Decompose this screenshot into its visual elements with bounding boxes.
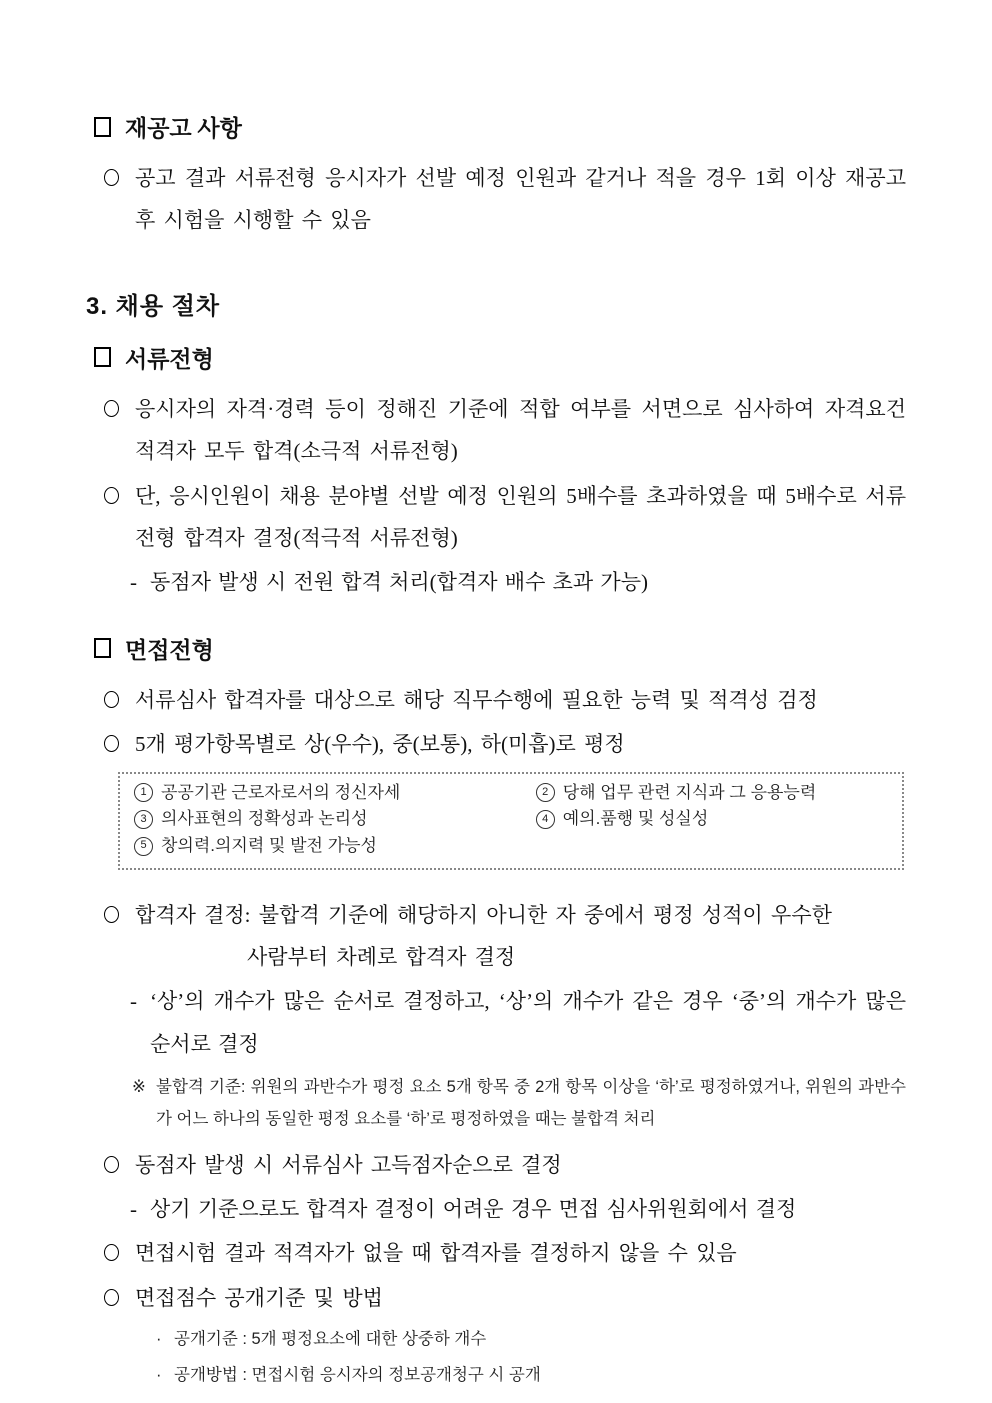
circled-number-icon: 1	[134, 783, 153, 802]
disqualification-note	[132, 1071, 906, 1135]
circle-bullet-icon	[104, 906, 119, 923]
heading-recruitment-procedure: 3. 채용 절차	[86, 292, 221, 320]
section-title-reannounce: 재공고 사항	[125, 116, 242, 141]
bullet-text: 면접점수 공개기준 및 방법	[135, 1285, 383, 1310]
criteria-item-1	[134, 781, 536, 806]
interview-bullet-1	[104, 679, 906, 721]
evaluation-criteria-box	[118, 772, 904, 870]
interview-bullet-6	[104, 1277, 906, 1319]
criteria-text: 공공기관 근로자로서의 정신자세	[161, 782, 401, 802]
criteria-item-5	[134, 834, 536, 859]
dot-bullet: ·	[156, 1330, 162, 1349]
circle-bullet-icon	[104, 1156, 119, 1173]
interview-bullet-2	[104, 723, 906, 765]
interview-subitem-1	[130, 980, 906, 1065]
circled-number-icon: 4	[536, 810, 555, 829]
dash-bullet: -	[130, 570, 137, 595]
circle-bullet-icon	[104, 400, 119, 417]
criteria-text: 예의.품행 및 성실성	[562, 809, 709, 829]
criteria-text: 당해 업무 관련 지식과 그 응용능력	[562, 782, 817, 802]
circle-bullet-icon	[104, 487, 119, 504]
dot-bullet: ·	[156, 1365, 162, 1384]
square-bullet-icon	[94, 117, 111, 137]
subitem-text: ‘상’의 개수가 많은 순서로 결정하고, ‘상’의 개수가 같은 경우 ‘중’의 개수가 많은 순서로 결정	[150, 989, 906, 1056]
bullet-text: 서류심사 합격자를 대상으로 해당 직무수행에 필요한 능력 및 적격성 검정	[135, 687, 818, 712]
square-bullet-icon	[94, 638, 111, 658]
subitem-text: 동점자 발생 시 전원 합격 처리(합격자 배수 초과 가능)	[150, 570, 648, 595]
interview-bullet-4	[104, 1144, 906, 1186]
section-title-document-screening: 서류전형	[125, 346, 214, 372]
bullet-text	[135, 894, 906, 979]
section-header-interview	[94, 632, 906, 665]
dash-bullet: -	[130, 989, 137, 1014]
bullet-text: 5개 평가항목별로 상(우수), 중(보통), 하(미흡)로 평정	[135, 732, 625, 757]
note-text: 불합격 기준: 위원의 과반수가 평정 요소 5개 항목 중 2개 항목 이상을 ‘하’로 평정하였거나, 위원의 과반수가 어느 하나의 동일한 평정 요소를 ‘하’로 평정하였을 때는 불합격 처리	[156, 1078, 906, 1129]
section-header-reannounce	[94, 110, 906, 143]
reference-mark-icon: ※	[132, 1078, 146, 1097]
dot-item-text: 공개기준 : 5개 평정요소에 대한 상중하 개수	[174, 1330, 487, 1349]
dot-item-text: 공개방법 : 면접시험 응시자의 정보공개청구 시 공개	[174, 1365, 541, 1384]
disclosure-method-item	[156, 1361, 906, 1391]
section-header-document-screening	[94, 341, 906, 374]
circled-number-icon: 5	[134, 837, 153, 856]
circled-number-icon: 2	[536, 783, 555, 802]
doc-screening-bullet-2	[104, 475, 906, 560]
circled-number-icon: 3	[134, 810, 153, 829]
spacer	[94, 606, 906, 632]
subitem-text: 상기 기준으로도 합격자 결정이 어려운 경우 면접 심사위원회에서 결정	[150, 1196, 797, 1221]
dash-bullet: -	[130, 1196, 137, 1221]
bullet-text: 동점자 발생 시 서류심사 고득점자순으로 결정	[135, 1152, 562, 1177]
bullet-text: 단, 응시인원이 채용 분야별 선발 예정 인원의 5배수를 초과하였을 때 5배수로 서류전형 합격자 결정(적극적 서류전형)	[135, 483, 906, 551]
interview-bullet-5	[104, 1232, 906, 1274]
square-bullet-icon	[94, 347, 111, 367]
disclosure-criteria-item	[156, 1325, 906, 1355]
circle-bullet-icon	[104, 1244, 119, 1261]
doc-screening-subitem-1	[130, 561, 906, 603]
bullet-text: 응시자의 자격·경력 등이 정해진 기준에 적합 여부를 서면으로 심사하여 자격요건 적격자 모두 합격(소극적 서류전형)	[135, 396, 906, 464]
criteria-item-3	[134, 807, 536, 832]
interview-subitem-2	[130, 1188, 906, 1230]
criteria-item-2	[536, 781, 892, 806]
interview-bullet-3	[104, 894, 906, 979]
section-title-interview: 면접전형	[125, 637, 214, 663]
circle-bullet-icon	[104, 169, 119, 186]
bullet-text-line1: 합격자 결정: 불합격 기준에 해당하지 아니한 자 중에서 평정 성적이 우수한	[135, 902, 832, 927]
circle-bullet-icon	[104, 735, 119, 752]
bullet-text: 면접시험 결과 적격자가 없을 때 합격자를 결정하지 않을 수 있음	[135, 1241, 737, 1266]
circle-bullet-icon	[104, 691, 119, 708]
doc-screening-bullet-1	[104, 388, 906, 473]
reannounce-bullet-1	[104, 157, 906, 242]
criteria-item-4	[536, 807, 892, 832]
bullet-text: 공고 결과 서류전형 응시자가 선발 예정 인원과 같거나 적을 경우 1회 이상 재공고 후 시험을 시행할 수 있음	[135, 166, 906, 233]
criteria-text: 의사표현의 정확성과 논리성	[161, 809, 368, 829]
bullet-text-line2: 사람부터 차례로 합격자 결정	[247, 944, 516, 969]
circle-bullet-icon	[104, 1289, 119, 1306]
criteria-text: 창의력.의지력 및 발전 가능성	[161, 835, 377, 855]
